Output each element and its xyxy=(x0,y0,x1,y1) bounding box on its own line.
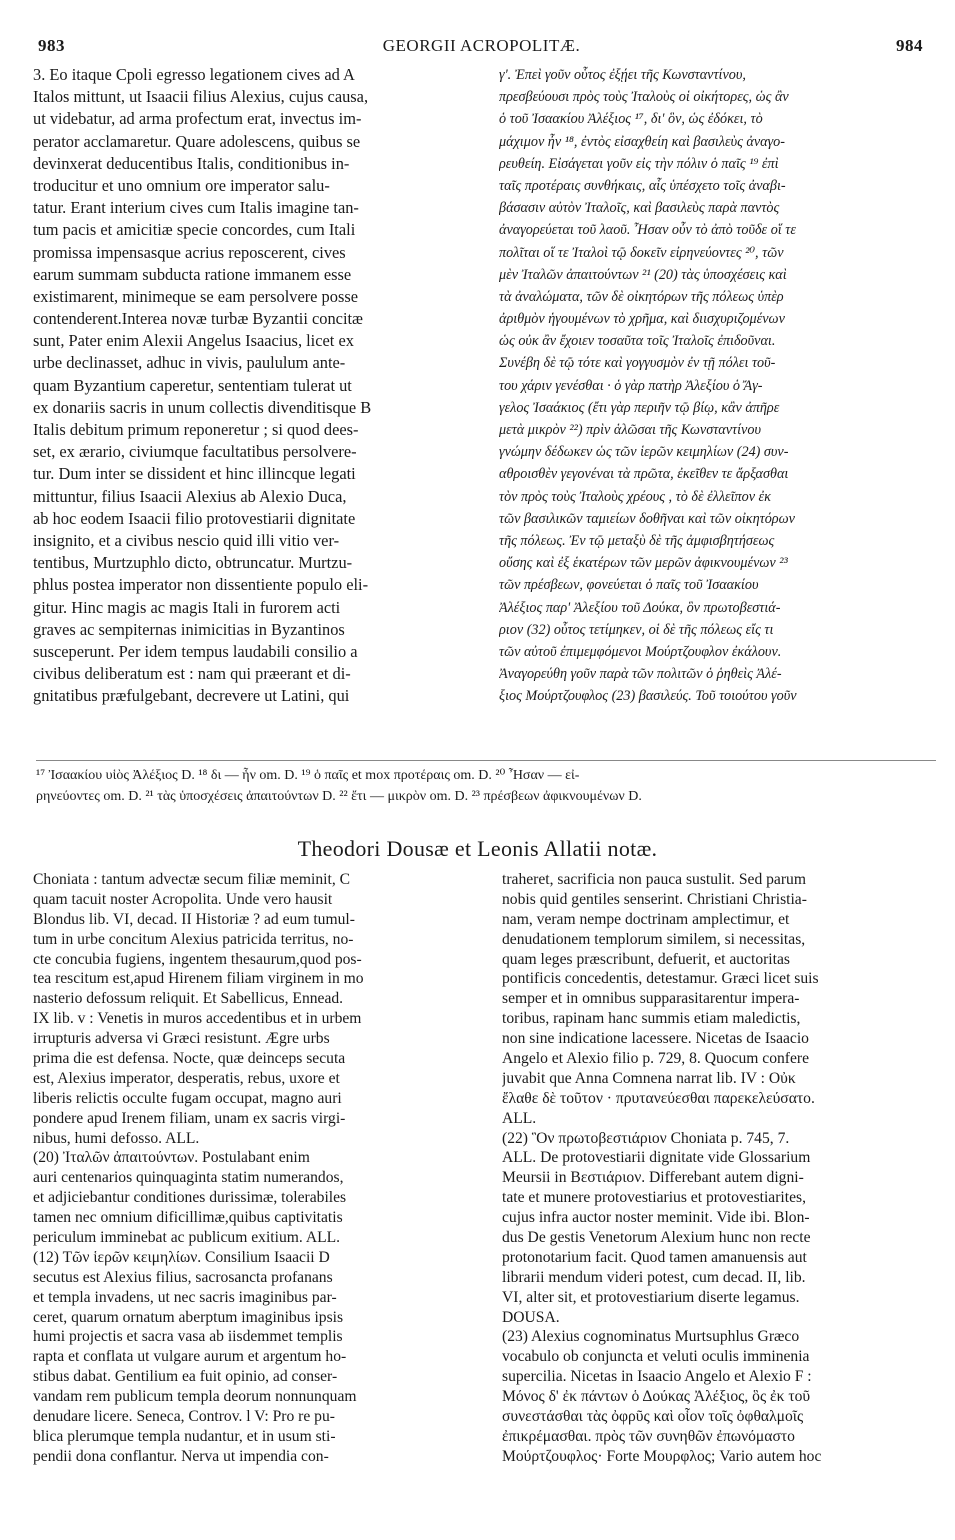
latin-text-line: ab hoc eodem Isaacii filio protovestiarii dignitate xyxy=(33,508,356,528)
footnote-line: ¹⁷ Ἰσαακίου υἱὸς Ἀλέξιος D. ¹⁸ δι — ἦν om. D. ¹⁹ ὁ παῖς et mox προτέραις om. D. ²⁰ Ἦσαν — εἰ- xyxy=(36,768,580,783)
note-line: nasterio defossum reliquit. Et Sabellicus, Ennead. xyxy=(33,990,344,1008)
note-line: juvabit que Anna Comnena narrat lib. IV : Οὐκ xyxy=(502,1069,796,1087)
note-line: et adjiciebantur conditiones durissimæ, tolerabiles xyxy=(33,1189,347,1207)
note-line: (12) Τῶν ἱερῶν κειμηλίων. Consilium Isaacii D xyxy=(33,1248,330,1266)
note-line: tum in urbe concitum Alexius patricida territus, no- xyxy=(33,930,354,948)
latin-text-line: sunt, Pater enim Alexii Angelus Isaacius, licet ex xyxy=(33,331,354,351)
note-line: tate et munere protovestiarius et protovestiarites, xyxy=(502,1189,806,1207)
note-line: irrupturis adversa vi Græci resistunt. Ægre urbs xyxy=(33,1030,330,1048)
latin-text-line: earum summam subducta ratione immanem esse xyxy=(33,264,352,284)
note-line: librarii mendum videri potest, cum decad. II, lib. xyxy=(502,1268,806,1286)
greek-text-line: ἀριθμὸν ἡγουμένων τὸ χρῆμα, καὶ διισχυριζομένων xyxy=(499,311,785,328)
latin-text-line: contenderent.Interea novæ turbæ Byzantii concitæ xyxy=(33,309,363,329)
note-line: ἔλαθε δὲ τοῦτον · πρυτανεύεσθαι παρεκελεύσατο. xyxy=(502,1089,815,1107)
greek-text-line: αθροισθὲν γεγονέναι τὰ πρῶτα, ἐκεῖθεν τε ἄρξασθαι xyxy=(499,466,789,483)
greek-text-line: γελος Ἰσαάκιος (ἔτι γὰρ περιῆν τῷ βίῳ, κἂν ἀπῆρε xyxy=(499,399,780,416)
note-line: auri centenarios quinquaginta statim numerandos, xyxy=(33,1169,344,1187)
left-page-number: 983 xyxy=(38,36,65,55)
greek-text-line: τὰ ἀναλώματα, τῶν δὲ οἰκητόρων τῆς πόλεως ὑπὲρ xyxy=(499,288,784,305)
note-line: liberis relictis occulte fugam occupat, magno auri xyxy=(33,1089,342,1107)
note-line: VI, alter sit, et protovestiarium diserte legamus. xyxy=(502,1288,800,1306)
note-line: (22) Ὃν πρωτοβεστιάριον Choniata p. 745, 7. xyxy=(502,1129,790,1147)
note-line: secutus est Alexius filius, sacrosancta profanans xyxy=(33,1268,333,1286)
latin-text-line: set, ex ærario, civiumque facultatibus persolvere- xyxy=(33,442,357,462)
latin-text-line: devinxerat deducentibus Italis, conditionibus in- xyxy=(33,153,350,173)
note-line: et templa invadens, ut nec sacris imaginibus par- xyxy=(33,1288,337,1306)
latin-text-line: Italos mittunt, ut Isaacii filius Alexius, cujus causa, xyxy=(33,87,369,107)
latin-text-line: civibus deliberatum est : nam qui præerant et di- xyxy=(33,664,351,684)
note-line: vocabulo ob conjuncta et veluti oculis imminenia xyxy=(502,1348,810,1366)
latin-text-line: graves ac sempiternas inimicitias in Byzantinos xyxy=(33,619,345,639)
greek-text-line: γ'. Ἐπεὶ γοῦν οὗτος ἐξῄει τῆς Κωνσταντίνου, xyxy=(499,67,746,83)
greek-text-line: ὡς οὐκ ἂν ἔχοιεν τοσαῦτα τοῖς Ἰταλοῖς ἐπιδοῦναι. xyxy=(499,333,776,350)
greek-text-line: ταῖς προτέραις συνθήκαις, αἷς ὑπέσχετο τοῖς ἀναβι- xyxy=(499,177,786,194)
greek-text-line: οὔσης καὶ ἐξ ἑκατέρων τῶν μερῶν ἀφικνουμένων ²³ xyxy=(499,555,788,572)
latin-text-line: phlus postea imperator non dissentiente populo eli- xyxy=(33,575,369,595)
latin-text-line: quam Byzantium caperetur, sententiam tulerat ut xyxy=(33,375,352,395)
note-line: cte concubia fugiens, ingentem thesaurum,quod pos- xyxy=(33,950,362,968)
greek-text-line: βάσασιν αὐτὸν Ἰταλοῖς, καὶ βασιλεὺς παρὰ παντὸς xyxy=(499,200,780,217)
latin-text-line: tum pacis et amicitiæ specie concordes, cum Itali xyxy=(33,220,356,240)
footnotes xyxy=(36,765,936,807)
note-line: συνεστάσθαι τὰς ὀφρῦς καὶ οἷον τοῖς ὀφθαλμοῖς xyxy=(502,1408,804,1426)
latin-text-line: susceperunt. Per idem tempus laudabili consilio a xyxy=(33,641,358,661)
note-line: Μόνος δ' ἐκ πάντων ὁ Δούκας Ἀλέξιος, ὃς ἐκ τοῦ xyxy=(502,1388,811,1406)
greek-text-column xyxy=(499,64,936,707)
note-line: pendii dona conflantur. Nerva ut impendia con- xyxy=(33,1447,329,1465)
footnote-line: ρηνεύοντες om. D. ²¹ τὰς ὑποσχέσεις ἀπαιτούντων D. ²² ἔτι — μικρὸν om. D. ²³ πρέσβεων ἀφικνουμένων D. xyxy=(36,789,642,804)
greek-text-line: γνώμην δέδωκεν ὡς τῶν ἱερῶν κειμηλίων (24) συν- xyxy=(499,444,789,461)
greek-text-line: τῶν αὐτοῦ ἐπιμεμφόμενοι Μούρτζουφλον ἐκάλουν. xyxy=(499,643,782,660)
note-line: prima die est defensa. Nocte, quæ deinceps secuta xyxy=(33,1050,346,1068)
latin-text-line: 3. Eo itaque Cpoli egresso legationem cives ad A xyxy=(33,65,355,84)
greek-text-line: ἀναγορεύεται τοῦ λαοῦ. Ἦσαν οὖν τὸ ἀπὸ τοῦδε οἵ τε xyxy=(499,222,796,239)
note-line: est, Alexius imperator, desperatis, rebus, uxore et xyxy=(33,1069,340,1087)
latin-text-line: ex donariis sacris in unum collectis divenditisque B xyxy=(33,397,372,417)
note-line: ALL. xyxy=(502,1109,537,1127)
greek-text-line: ξιος Μούρτζουφλος (23) βασιλεύς. Τοῦ τοιούτου γοῦν xyxy=(499,688,797,705)
note-line: DOUSA. xyxy=(502,1308,560,1326)
latin-text-line: gnitatibus præfulgebant, decrevere ut Latini, qui xyxy=(33,686,350,706)
note-line: dus De gestis Venetorum Alexium hunc non recte xyxy=(502,1229,811,1247)
latin-text-line: gitur. Hinc magis ac magis Itali in furorem acti xyxy=(33,597,341,617)
note-line: Μούρτζουφλος· Forte Μουρφλος; Vario autem hoc xyxy=(502,1447,822,1465)
note-line: nibus, humi defosso. ALL. xyxy=(33,1129,200,1147)
greek-text-line: πολῖται οἵ τε Ἰταλοὶ τῷ δοκεῖν εἰρηνεύοντες ²⁰, τῶν xyxy=(499,244,784,261)
note-line: quam tacuit noster Acropolita. Unde vero hausit xyxy=(33,890,333,908)
greek-text-line: μετὰ μικρὸν ²²) πρὶν ἁλῶσαι τῆς Κωνσταντίνου xyxy=(499,422,761,438)
latin-text-line: perator acclamaretur. Quare adolescens, quibus se xyxy=(33,131,361,151)
note-line: protonotarium facit. Quod tamen amanuensis aut xyxy=(502,1248,807,1266)
note-line: denudare licere. Seneca, Controv. l V: Pro re pu- xyxy=(33,1408,335,1426)
note-line: humi projectis et sacra vasa ab iisdemmet templis xyxy=(33,1328,343,1346)
latin-text-line: insignito, et a civibus nescio quid illi vitio ver- xyxy=(33,530,340,550)
notes-left-column xyxy=(33,870,473,1467)
note-line: nobis quid gentiles senserint. Christiani Christia- xyxy=(502,890,807,908)
note-line: vandam rem publicum templa deorum nonnunquam xyxy=(33,1388,357,1406)
greek-text-line: τὸν πρὸς τοὺς Ἰταλοὺς χρέους , τὸ δὲ ἐλλεῖπον ἐκ xyxy=(499,488,771,505)
latin-text-line: tatur. Erant interium cives cum Italis imagine tan- xyxy=(33,198,359,218)
greek-text-line: τῆς πόλεως. Ἐν τῷ μεταξὺ δὲ τῆς ἀμφισβητήσεως xyxy=(499,532,775,549)
running-head xyxy=(30,36,933,62)
latin-text-line: urbe declinasset, adhuc in vivis, paululum ante- xyxy=(33,353,346,373)
note-line: non sine indicatione lacessere. Nicetas de Isaacio xyxy=(502,1030,809,1048)
note-line: pondere apud Irenem filiam, unam ex sacris virgi- xyxy=(33,1109,346,1127)
greek-text-line: μάχιμον ἦν ¹⁸, ἐντὸς εἰσαχθείη καὶ βασιλεὺς ἀναγο- xyxy=(499,133,785,150)
note-line: Angelo et Alexio filio p. 729, 8. Quocum confere xyxy=(502,1050,810,1068)
running-title: GEORGII ACROPOLITÆ. xyxy=(382,36,581,55)
note-line: tea rescitum est,apud Hirenem filiam virginem in mo xyxy=(33,970,364,988)
note-line: blica plerumque templa nudantur, et in usum sti- xyxy=(33,1427,336,1445)
note-line: IX lib. v : Venetis in muros accedentibus et in urbem xyxy=(33,1010,362,1028)
latin-text-line: existimarent, minimeque se eam persolvere posse xyxy=(33,286,358,306)
latin-text-line: mittuntur, filius Isaacii Alexius ab Alexio Duca, xyxy=(33,486,347,506)
greek-text-line: μὲν Ἰταλῶν ἀπαιτούντων ²¹ (20) τὰς ὑποσχέσεις καὶ xyxy=(499,266,787,283)
greek-text-line: τῶν βασιλικῶν ταμιείων δοθῆναι καὶ τῶν οἰκητόρων xyxy=(499,510,795,527)
note-line: (23) Alexius cognominatus Murtsuphlus Græco xyxy=(502,1328,800,1346)
greek-text-line: τῶν πρέσβεων, φονεύεται ὁ παῖς τοῦ Ἰσαακίου xyxy=(499,577,759,594)
note-line: ALL. De protovestiarii dignitate vide Glossarium xyxy=(502,1149,811,1167)
latin-text-line: tur. Dum inter se dissident et hinc illincque legati xyxy=(33,464,356,484)
greek-text-line: ρευθείη. Εἰσάγεται γοῦν εἰς τὴν πόλιν ὁ παῖς ¹⁹ ἐπὶ xyxy=(499,155,779,172)
greek-text-line: πρεσβεύουσι πρὸς τοὺς Ἰταλοὺς οἱ οἰκήτορες, ὡς ἂν xyxy=(499,89,789,106)
note-line: Meursii in Βεστιάριον. Differebant autem digni- xyxy=(502,1169,804,1187)
note-line: cujus infra auctor noster meminit. Vide ibi. Blon- xyxy=(502,1209,810,1227)
latin-text-line: Italis debitum primum reponeretur ; si quod dees- xyxy=(33,420,359,439)
note-line: semper et in omnibus supparasitarentur impera- xyxy=(502,990,800,1008)
greek-text-line: του χάριν γενέσθαι · ὁ γὰρ πατὴρ Ἀλεξίου ὁ Ἄγ- xyxy=(499,377,763,394)
greek-text-line: Συνέβη δὲ τῷ τότε καὶ γογγυσμὸν ἐν τῇ πόλει τοῦ- xyxy=(499,355,776,372)
note-line: quam leges præscribunt, defuerit, et auctoritas xyxy=(502,950,790,968)
latin-text-line: tentibus, Murtzuphlo dicto, obtruncatur. Murtzu- xyxy=(33,553,353,573)
notes-right-column xyxy=(502,870,938,1467)
note-line: rapta et conflata ut vulgare aurum et argentum ho- xyxy=(33,1348,347,1366)
greek-text-line: Ἀναγορεύθη γοῦν παρὰ τῶν πολιτῶν ὁ ῥηθεὶς Ἀλέ- xyxy=(499,666,782,683)
note-line: Choniata : tantum advectæ secum filiæ meminit, C xyxy=(33,871,351,888)
latin-text-line: ut videbatur, ad arma profectum erat, invectus im- xyxy=(33,109,362,129)
note-line: ἐπικρέμασθαι. πρὸς τῶν συνηθῶν ἐπωνόμαστο xyxy=(502,1427,795,1445)
note-line: Blondus lib. VI, decad. II Historiæ ? ad eum tumul- xyxy=(33,910,355,928)
note-line: traheret, sacrificia non pauca sustulit. Sed parum xyxy=(502,871,806,888)
latin-text-line: troducitur et uno omnium ore imperator salu- xyxy=(33,175,330,195)
note-line: tamen nec omnium dificillimæ,quibus captivitatis xyxy=(33,1209,343,1227)
latin-text-line: promissa impensasque acrius reposcerent, cives xyxy=(33,242,346,262)
note-line: pontificis concedentis, detestamur. Græci licet suis xyxy=(502,970,819,988)
note-line: ceret, quarum ornatum aberptum imaginibus ipsis xyxy=(33,1308,344,1326)
right-page-number: 984 xyxy=(896,36,923,55)
note-line: denudationem templorum similem, si necessitas, xyxy=(502,930,806,948)
greek-text-line: Ἀλέξιος παρ' Ἀλεξίου τοῦ Δούκα, ὃν πρωτοβεστιά- xyxy=(499,599,781,616)
footnote-divider xyxy=(36,760,936,761)
latin-text-column xyxy=(33,64,483,707)
note-line: supercilia. Nicetas in Isaacio Angelo et Alexio F : xyxy=(502,1368,812,1386)
note-line: (20) Ἰταλῶν ἀπαιτούντων. Postulabant enim xyxy=(33,1149,310,1167)
notes-heading: Theodori Dousæ et Leonis Allatii notæ. xyxy=(297,836,658,861)
greek-text-line: ριον (32) οὗτος τετίμηκεν, οἱ δὲ τῆς πόλεως εἴς τι xyxy=(499,621,774,638)
greek-text-line: ὁ τοῦ Ἰσαακίου Ἀλέξιος ¹⁷, δι' ὃν, ὡς ἐδόκει, τὸ xyxy=(499,111,763,128)
note-line: toribus, rapinam hanc summis etiam maledictis, xyxy=(502,1010,801,1028)
note-line: nam, veram nempe doctrinam amplectimur, et xyxy=(502,910,790,928)
note-line: periculum imminebat ac publicum exitium. ALL. xyxy=(33,1229,341,1247)
note-line: stibus dabat. Gentilium ea fuit opinio, ad conser- xyxy=(33,1368,338,1386)
